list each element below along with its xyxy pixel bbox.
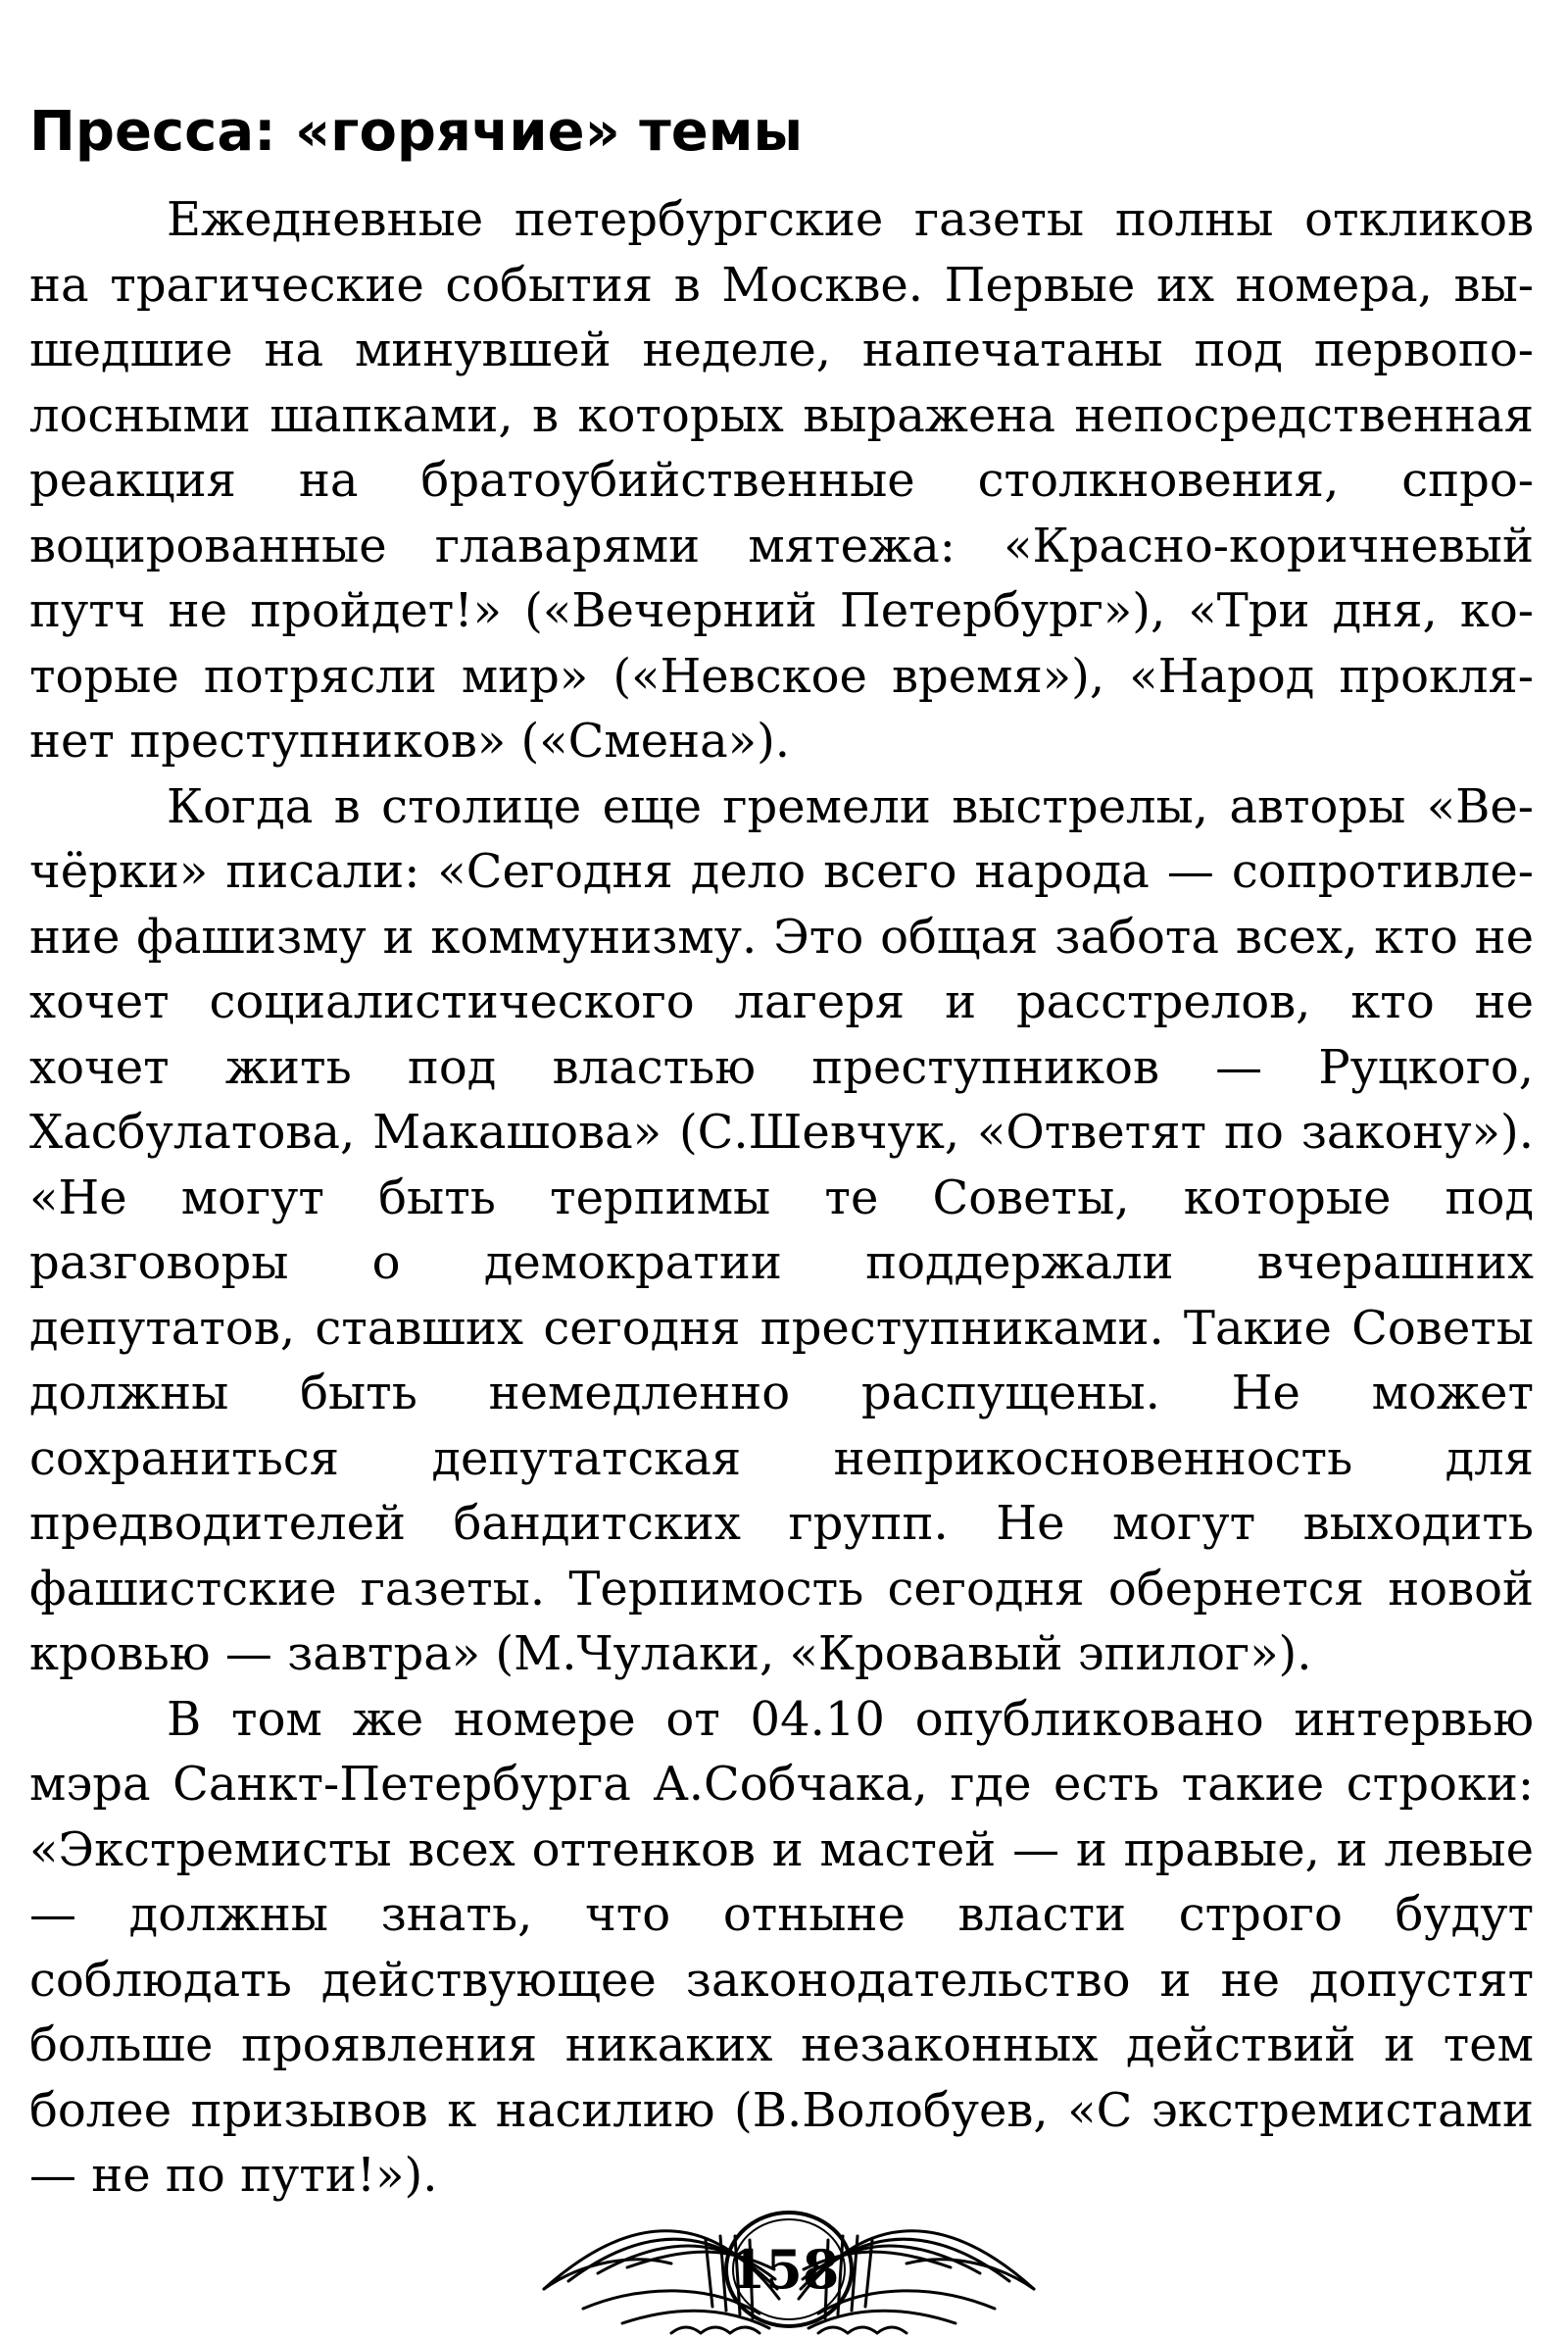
page-number: 158 [728, 2238, 840, 2301]
section-heading: Пресса: «горячие» темы [29, 100, 804, 164]
paragraph-3: В том же номере от 04.10 опубликовано интервью мэра Санкт-Петербурга А.Собчака, где есть такие строки: «Экстремисты всех оттенков и мастей — и правые, и левые — должны знать, что отныне власти строго будут соблюдать действующее законодательство и не допустят больше проявления никаких незаконных действий и тем более призывов к насилию (В.Волобуев, «С экстремистами — не по пути!»). [29, 1691, 1534, 2203]
article-body [29, 187, 1534, 2209]
paragraph-1: Ежедневные петербургские газеты полны откликов на трагические события в Москве. Первые их номера, вышедшие на минувшей неделе, напечатаны под первополосными шапками, в которых выражена непосредственная реакция на братоубийственные столкновения, спровоцированные главарями мятежа: «Красно-коричневый путч не пройдет!» («Вечерний Петербург»), «Три дня, которые потрясли мир» («Невское время»), «Народ проклянет преступников» («Смена»). [29, 192, 1534, 769]
paragraph-2: Когда в столице еще гремели выстрелы, авторы «Вечёрки» писали: «Сегодня дело всего народа — сопротивление фашизму и коммунизму. Это общая забота всех, кто не хочет социалистического лагеря и расстрелов, кто не хочет жить под властью преступников — Руцкого, Хасбулатова, Макашова» (С.Шевчук, «Ответят по закону»). «Не могут быть терпимы те Советы, которые под разговоры о демократии поддержали вчерашних депутатов, ставших сегодня преступниками. Такие Советы должны быть немедленно распущены. Не может сохраниться депутатская неприкосновенность для предводителей бандитских групп. Не могут выходить фашистские газеты. Терпимость сегодня обернется новой кровью — завтра» (М.Чулаки, «Кровавый эпилог»). [29, 778, 1534, 1681]
